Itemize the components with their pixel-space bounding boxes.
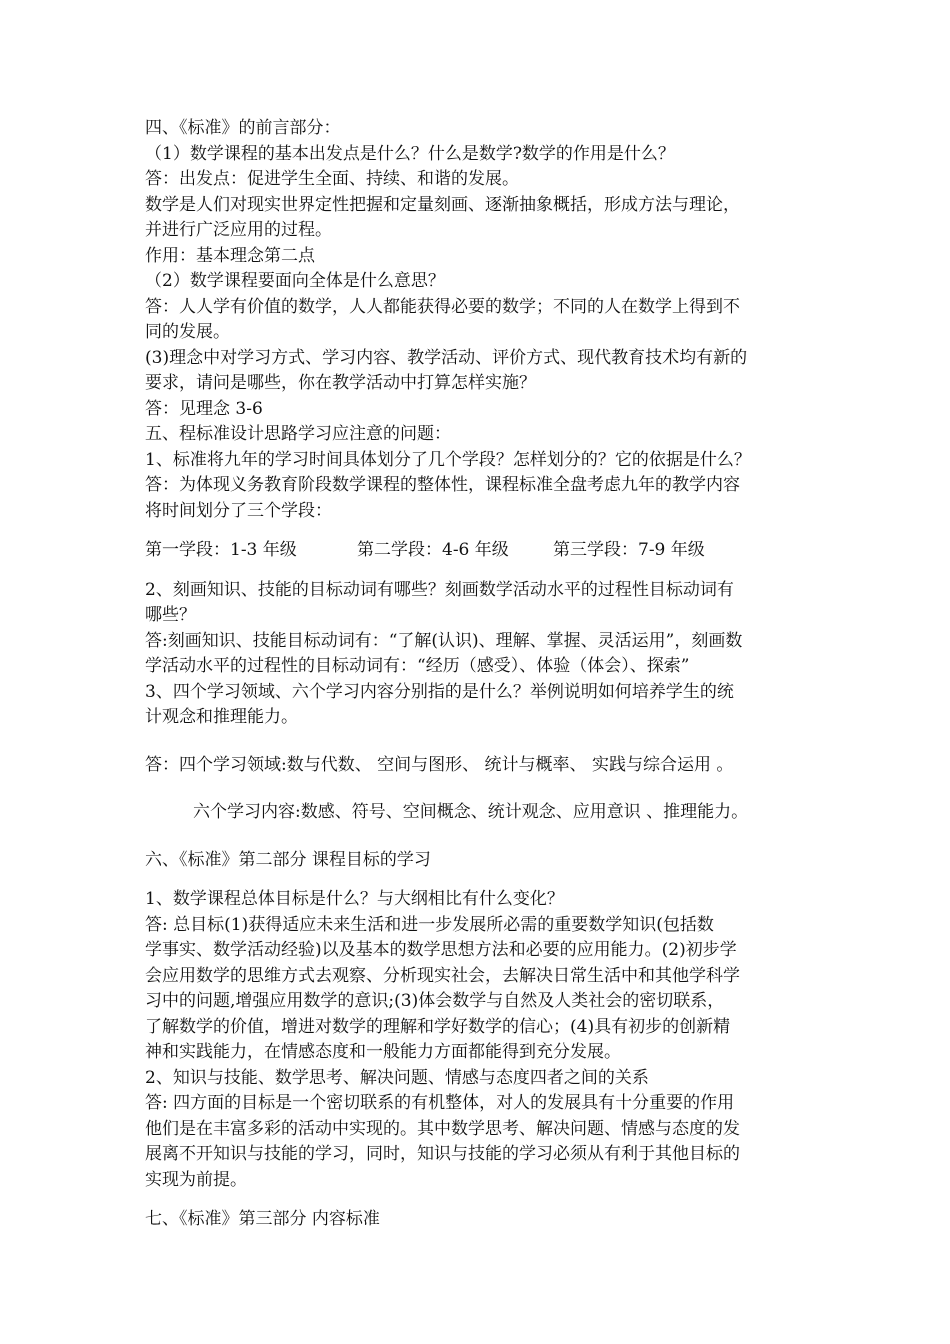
stage-2: 第二学段：4-6 年级	[357, 540, 509, 560]
text-line: 计观念和推理能力。	[145, 707, 298, 727]
text-line: 并进行广泛应用的过程。	[145, 220, 332, 240]
answer-5-2: 答:刻画知识、技能目标动词有：“了解(认识)、理解、掌握、灵活运用”，刻画数	[145, 630, 743, 651]
answer-6-1: 答: 总目标(1)获得适应未来生活和进一步发展所必需的重要数学知识(包括数	[145, 914, 714, 935]
text-line: 学活动水平的过程性的目标动词有：“经历（感受）、体验（体会）、探索”	[145, 656, 690, 676]
text-line: 他们是在丰富多彩的活动中实现的。其中数学思考、解决问题、情感与态度的发	[145, 1118, 740, 1139]
text-line: 学事实、数学活动经验)以及基本的数学思想方法和必要的应用能力。(2)初步学	[145, 940, 737, 960]
section-heading-5: 五、程标准设计思路学习应注意的问题：	[145, 424, 451, 444]
question-1: （1）数学课程的基本出发点是什么？什么是数学?数学的作用是什么？	[145, 143, 675, 164]
stage-3: 第三学段：7-9 年级	[553, 540, 705, 560]
text-line: 了解数学的价值，增进对数学的理解和学好数学的信心；(4)具有初步的创新精	[145, 1016, 731, 1037]
stage-1: 第一学段：1-3 年级	[145, 540, 297, 560]
answer-3: 答：见理念 3-6	[145, 398, 263, 419]
question-5-1: 1、标准将九年的学习时间具体划分了几个学段？怎样划分的？它的依据是什么？	[145, 449, 751, 470]
question-5-3: 3、四个学习领域、六个学习内容分别指的是什么？举例说明如何培养学生的统	[145, 681, 734, 702]
text-line: 作用：基本理念第二点	[145, 245, 315, 266]
section-heading-4: 四、《标准》的前言部分：	[145, 118, 341, 138]
six-contents-line: 六个学习内容:数感、符号、空间概念、统计观念、应用意识 、推理能力。	[193, 802, 749, 822]
answer-1: 答：出发点：促进学生全面、持续、和谐的发展。	[145, 169, 519, 189]
section-heading-6: 六、《标准》第二部分 课程目标的学习	[145, 849, 431, 870]
text-line: 哪些？	[145, 605, 196, 625]
text-line: 神和实践能力，在情感态度和一般能力方面都能得到充分发展。	[145, 1042, 621, 1062]
text-line: 数学是人们对现实世界定性把握和定量刻画、逐渐抽象概括，形成方法与理论，	[145, 194, 740, 215]
stage-row	[145, 538, 825, 564]
text-line: 实现为前提。	[145, 1169, 247, 1190]
document-body	[145, 116, 825, 1233]
question-6-1: 1、数学课程总体目标是什么？与大纲相比有什么变化？	[145, 889, 564, 909]
answer-6-2: 答: 四方面的目标是一个密切联系的有机整体，对人的发展具有十分重要的作用	[145, 1093, 735, 1113]
answer-2: 答：人人学有价值的数学，人人都能获得必要的数学；不同的人在数学上得到不	[145, 296, 740, 317]
answer-5-1: 答：为体现义务教育阶段数学课程的整体性，课程标准全盘考虑九年的教学内容	[145, 475, 740, 495]
question-6-2: 2、知识与技能、数学思考、解决问题、情感与态度四者之间的关系	[145, 1067, 649, 1088]
question-5-2: 2、刻画知识、技能的目标动词有哪些？刻画数学活动水平的过程性目标动词有	[145, 579, 734, 600]
question-3: (3)理念中对学习方式、学习内容、教学活动、评价方式、现代教育技术均有新的	[145, 347, 748, 368]
text-line: 展离不开知识与技能的学习，同时，知识与技能的学习必须从有利于其他目标的	[145, 1144, 740, 1164]
text-line: 会应用数学的思维方式去观察、分析现实社会，去解决日常生活中和其他学科学	[145, 965, 740, 986]
question-2: （2）数学课程要面向全体是什么意思？	[145, 271, 445, 291]
text-line: 同的发展。	[145, 322, 230, 342]
section-heading-7: 七、《标准》第三部分 内容标准	[145, 1209, 380, 1229]
answer-5-3: 答：四个学习领域:数与代数、 空间与图形、 统计与概率、 实践与综合运用 。	[145, 754, 734, 775]
text-line: 要求，请问是哪些，你在教学活动中打算怎样实施？	[145, 373, 536, 393]
text-line: 将时间划分了三个学段：	[145, 500, 332, 521]
text-line: 习中的问题,增强应用数学的意识;(3)体会数学与自然及人类社会的密切联系，	[145, 991, 725, 1011]
